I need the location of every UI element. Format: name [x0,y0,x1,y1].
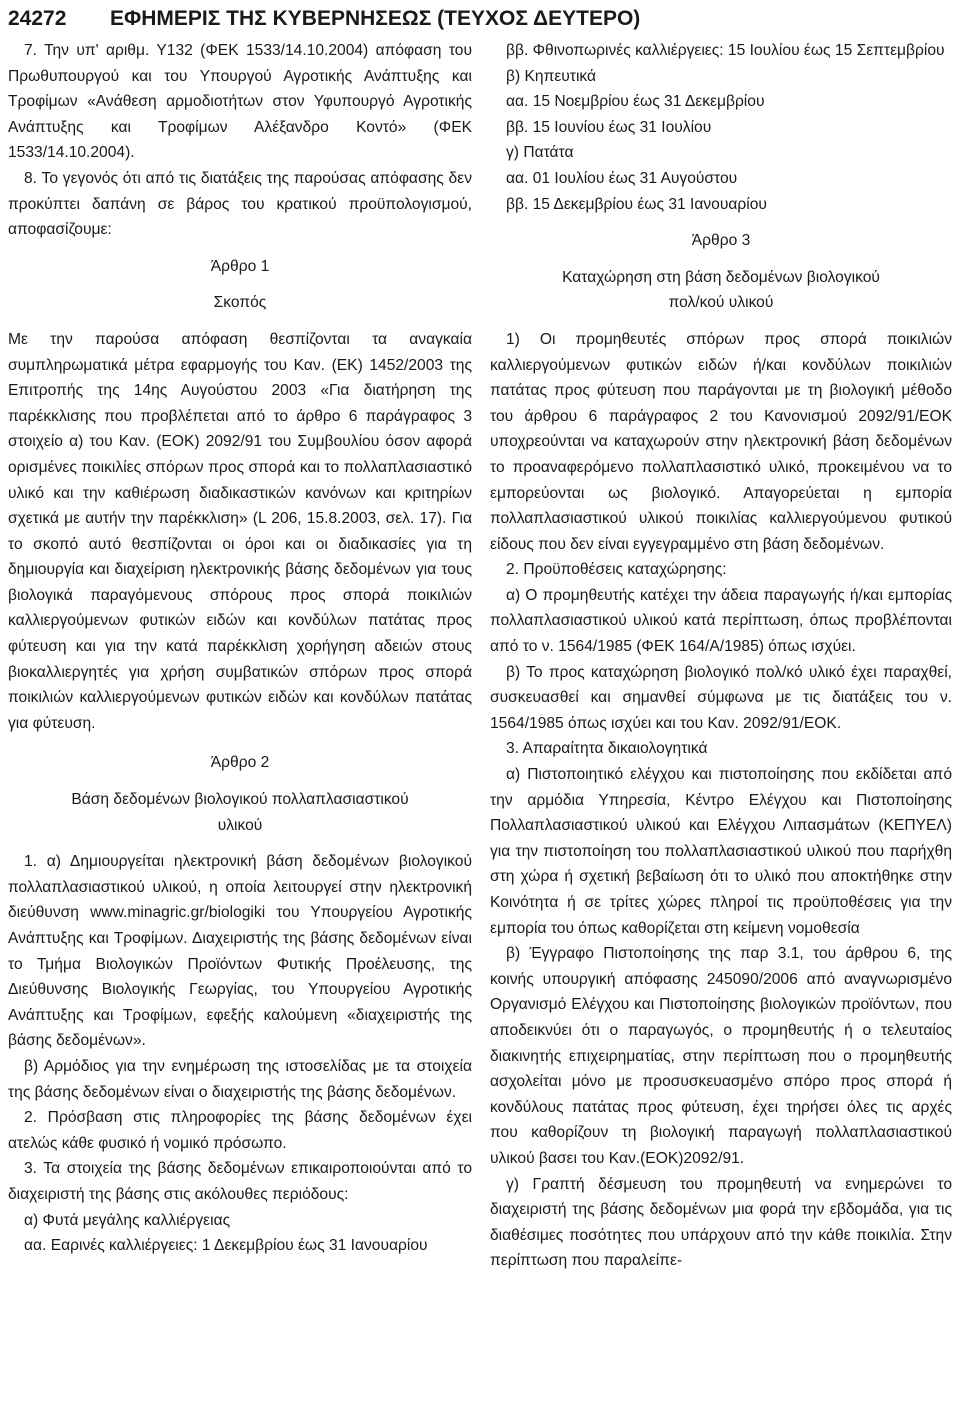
gazette-title: ΕΦΗΜΕΡΙΣ ΤΗΣ ΚΥΒΕΡΝΗΣΕΩΣ (ΤΕΥΧΟΣ ΔΕΥΤΕΡΟ) [110,7,641,30]
page-number: 24272 [8,7,67,30]
potato-period-aa: αα. 01 Ιουλίου έως 31 Αυγούστου [506,169,738,187]
article-3-para-2: 2. Προϋποθέσεις καταχώρησης: [506,561,727,579]
left-column [8,38,472,1259]
potato-heading: γ) Πατάτα [506,144,574,162]
potato-period-bb: ββ. 15 Δεκεμβρίου έως 31 Ιανουαρίου [506,195,767,213]
article-2-para-1b: β) Αρμόδιος για την ενημέρωση της ιστοσελίδας με τα στοιχεία της βάσης δεδομένων είναι ο διαχειριστής της βάσης δεδομένων. [8,1057,472,1101]
article-2-para-3aa: αα. Εαρινές καλλιέργειες: 1 Δεκεμβρίου έως 31 Ιανουαρίου [24,1237,428,1255]
article-3-para-3c: γ) Γραπτή δέσμευση του προμηθευτή να ενημερώνει το διαχειριστή της βάσης δεδομένων μια φορά την εβδομάδα, για τις διαθέσιμες ποσότητες που υπάρχουν από την κάθε ποικιλία. Στην περίπτωση που παραλείπε- [490,1175,952,1270]
article-2-para-2: 2. Πρόσβαση στις πληροφορίες της βάσης δεδομένων έχει ατελώς κάθε φυσικό ή νομικό πρόσωπο. [8,1109,472,1152]
article-3-heading: Άρθρο 3 [691,232,751,250]
vegetables-period-aa: αα. 15 Νοεμβρίου έως 31 Δεκεμβρίου [506,93,765,111]
vegetables-period-bb: ββ. 15 Ιουνίου έως 31 Ιουλίου [506,118,712,136]
article-3-para-3b: β) Έγγραφο Πιστοποίησης της παρ 3.1, του άρθρου 6, της κοινής υπουργική απόφασης 245090/2006 από αναγνωρισμένο Οργανισμό Ελέγχου και Πιστοποίησης βιολογικών προϊόντων, που αποδεικνύει ότι ο παραγωγός, ο προμηθευτής ή ο τελευταίος διακινητής επιχειρηματίας, στην περίπτωση που ο προμηθευτής ασχολείται μόνο με προσυσκευασμένο σπόρο προς σπορά ή κονδύλους πατάτας προς φύτευση, έχει τηρήσει όλες τις αρχές που καθορίζουν τη βιολογική παραγωγή πολλαπλασιαστικού υλικού βασει του Καν.(ΕΟΚ)2092/91. [490,945,952,1167]
page-header [8,6,950,32]
right-column [490,38,952,1274]
article-1-body: Με την παρούσα απόφαση θεσπίζονται τα αναγκαία συμπληρωματικά μέτρα εφαρμογής του Καν. (ΕΚ) 1452/2003 της Επιτροπής της 14ης Αυγούστου 2003 «Για διατήρηση της παρέκκλισης που προβλέπεται από το άρθρο 6 παράγραφος 3 στοιχείο α) του Καν. (ΕΟΚ) 2092/91 του Συμβουλίου όσον αφορά ορισμένες ποικιλίες σπόρων προς σπορά και το πολλαπλασιαστικό υλικό και την καθιέρωση διαδικαστικών κανόνων και κριτηρίων σχετικά με αυτήν την παρέκκλιση» (L 206, 15.8.2003, σελ. 17). Για το σκοπό αυτό θεσπίζονται οι όροι και οι διαδικασίες για τη δημιουργία και διαχείριση ηλεκτρονικής βάσης δεδομένων για τους βιολογικά παραγόμενους σπόρους προς σπορά ποικιλιών καλλιεργούμενων φυτικών ειδών και κονδύλων πατάτας προς φύτευση και για την κατά παρέκκλιση χορήγηση αδειών στους βιοκαλλιεργητές για χρήση συμβατικών σπόρων προς σπορά ποικιλιών καλλιεργούμενων φυτικών ειδών και κονδύλων πατάτας για φύτευση. [8,330,472,732]
article-2-para-3: 3. Τα στοιχεία της βάσης δεδομένων επικαιροποιούνται από το διαχειριστή της βάσης στις ακόλουθες περιόδους: [8,1160,472,1203]
article-1-heading: Άρθρο 1 [210,257,270,275]
article-2-heading: Άρθρο 2 [210,754,270,772]
article-3-para-3a: α) Πιστοποιητικό ελέγχου και πιστοποίησης που εκδίδεται από την αρμόδια Υπηρεσία, Κέντρο Ελέγχου και Πιστοποίησης Πολλαπλασιαστικού υλικού και Ελέγχου Λιπασμάτων (ΚΕΠΥΕΛ) για την πιστοποίηση του πολλαπλασιαστικού υλικού που παρήχθη στη χώρα ή σχετική βεβαίωση ότι το υλικό που αποκτήθηκε στην Κοινότητα ή σε τρίτες χώρες πληροί τις προϋποθέσεις για την εμπορία του όπως καθορίζεται στη κείμενη νομοθεσία [490,766,952,937]
article-2-para-3a: α) Φυτά μεγάλης καλλιέργειας [24,1211,231,1229]
vegetables-heading: β) Κηπευτικά [506,67,597,85]
period-autumn-crops: ββ. Φθινοπωρινές καλλιέργειες: 15 Ιουλίου έως 15 Σεπτεμβρίου [506,42,945,59]
article-3-para-3: 3. Απαραίτητα δικαιολογητικά [506,740,708,758]
article-1-title: Σκοπός [213,294,267,312]
preamble-item-7: 7. Την υπ' αριθμ. Υ132 (ΦΕΚ 1533/14.10.2004) απόφαση του Πρωθυπουργού και του Υπουργού Αγροτικής Ανάπτυξης και Τροφίμων «Ανάθεση αρμοδιοτήτων στον Υφυπουργό Αγροτικής Ανάπτυξης και Τροφίμων Αλέξανδρο Κοντό» (ΦΕΚ 1533/14.10.2004). [8,42,472,162]
article-3-para-2b: β) Το προς καταχώρηση βιολογικό πολ/κό υλικό έχει παραχθεί, συσκευασθεί και σημανθεί σύμφωνα με τις διατάξεις του ν. 1564/1985 όπως ισχύει και του Καν. 2092/91/ΕΟΚ. [490,663,952,732]
article-3-title: Καταχώρηση στη βάση δεδομένων βιολογικού πολ/κού υλικού [562,268,880,312]
article-2-title: Βάση δεδομένων βιολογικού πολλαπλασιαστικού υλικού [71,791,409,834]
article-3-para-1: 1) Οι προμηθευτές σπόρων προς σπορά ποικιλιών καλλιεργούμενων φυτικών ειδών ή/και κονδύλων ποικιλιών πατάτας προς φύτευση που παράγονται με τη βιολογική μέθοδο του άρθρου 6 παράγραφος 2 του Κανονισμού 2092/91/ΕΟΚ υποχρεούνται να καταχωρούν στην ηλεκτρονική βάση δεδομένων το προαναφερόμενο πολλαπλασιστικό υλικό, προκειμένου να το εμπορεύονται ως βιολογικό. Απαγορεύεται η εμπορία πολλαπλασιαστικού υλικού ποικιλίας καλλιεργούμενου φυτικού είδους που δεν είναι εγγεγραμμένο στη βάση δεδομένων. [490,330,952,553]
article-2-para-1a: 1. α) Δημιουργείται ηλεκτρονική βάση δεδομένων βιολογικού πολλαπλασιαστικού υλικού, η οποία λειτουργεί στην ηλεκτρονική διεύθυνση www.minagric.gr/biologiki του Υπουργείου Αγροτικής Ανάπτυξης και Τροφίμων. Διαχειριστής της βάσης δεδομένων είναι το Τμήμα Βιολογικών Προϊόντων Φυτικής Προέλευσης, της Διεύθυνσης Βιολογικής Γεωργίας, του Υπουργείου Αγροτικής Ανάπτυξης και Τροφίμων, εφεξής καλούμενη «διαχειριστής της βάσης δεδομένων». [8,853,472,1050]
preamble-item-8: 8. Το γεγονός ότι από τις διατάξεις της παρούσας απόφασης δεν προκύπτει δαπάνη σε βάρος του κρατικού προϋπολογισμού, αποφασίζουμε: [8,169,472,239]
article-3-para-2a: α) Ο προμηθευτής κατέχει την άδεια παραγωγής ή/και εμπορίας πολλαπλασιαστικού υλικού κατά περίπτωση, όπως προβλέπονται από το ν. 1564/1985 (ΦΕΚ 164/Α/1985) όπως ισχύει. [490,586,952,656]
